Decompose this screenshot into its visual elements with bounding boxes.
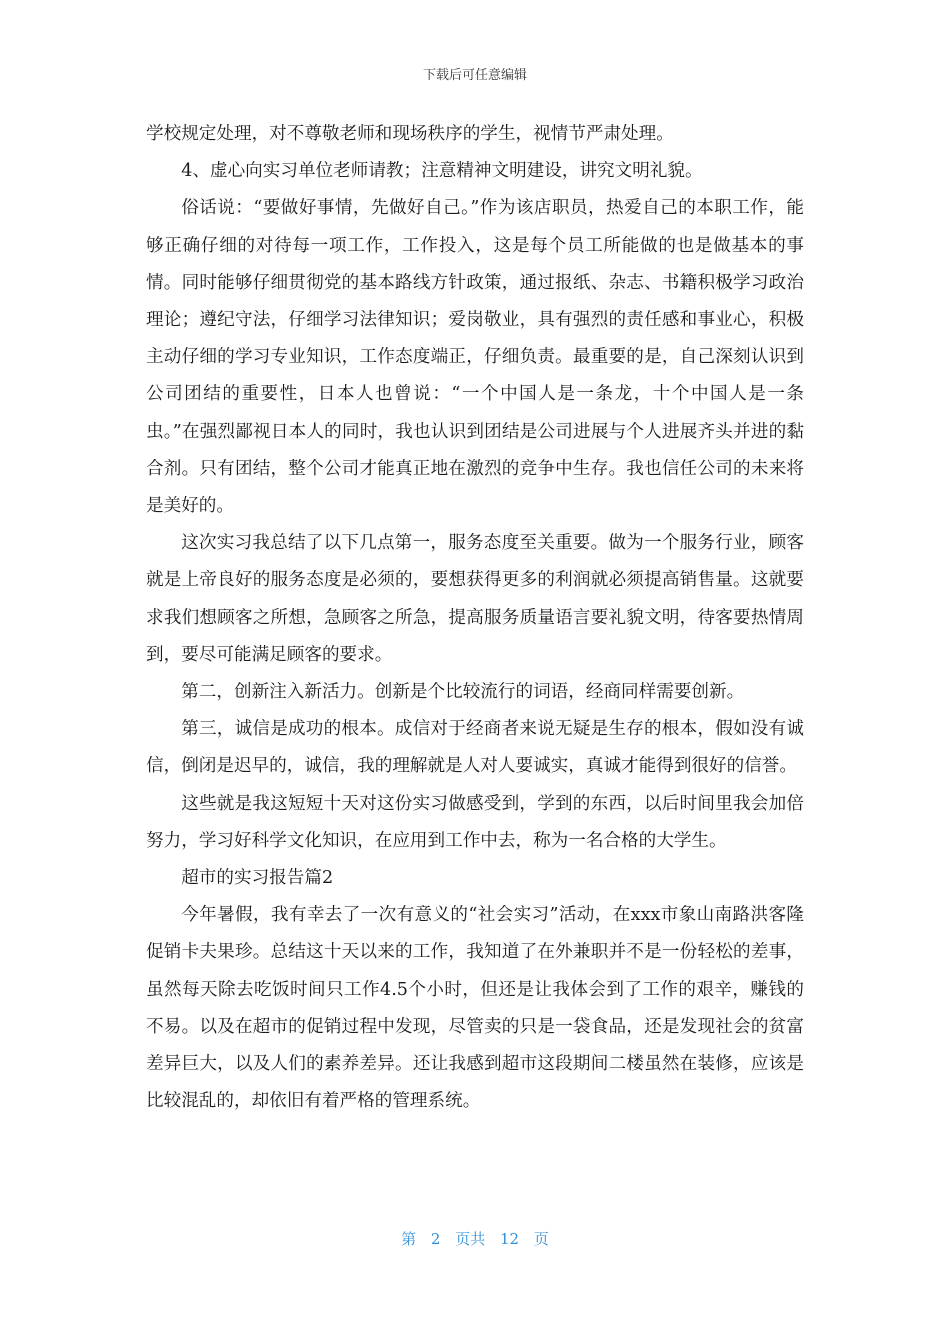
paragraph: 这些就是我这短短十天对这份实习做感受到，学到的东西，以后时间里我会加倍努力，学习好科学文化知识，在应用到工作中去，称为一名合格的大学生。 <box>146 793 804 851</box>
document-body <box>146 116 804 1120</box>
paragraph: 第二，创新注入新活力。创新是个比较流行的词语，经商同样需要创新。 <box>181 682 745 703</box>
paragraph: 今年暑假，我有幸去了一次有意义的“社会实习”活动，在xxx市象山南路洪客隆促销卡夫果珍。总结这十天以来的工作，我知道了在外兼职并不是一份轻松的差事，虽然每天除去吃饭时间只工作4.5个小时，但还是让我体会到了工作的艰辛，赚钱的不易。以及在超市的促销过程中发现，尽管卖的只是一袋食品，还是发现社会的贫富差异巨大，以及人们的素养差异。还让我感到超市这段期间二楼虽然在装修，应该是比较混乱的，却依旧有着严格的管理系统。 <box>146 905 804 1112</box>
total-pages: 12 <box>500 1230 520 1248</box>
paragraph: 这次实习我总结了以下几点第一，服务态度至关重要。做为一个服务行业，顾客就是上帝良好的服务态度是必须的，要想获得更多的利润就必须提高销售量。这就要求我们想顾客之所想，急顾客之所急，提高服务质量语言要礼貌文明，待客要热情周到，要尽可能满足顾客的要求。 <box>146 533 804 665</box>
footer-label-page: 第 <box>401 1230 417 1248</box>
page-header: 下载后可任意编辑 <box>422 68 527 83</box>
page-number: 2 <box>430 1230 441 1248</box>
page-footer <box>0 1228 950 1249</box>
paragraph: 学校规定处理，对不尊敬老师和现场秩序的学生，视情节严肃处理。 <box>146 124 674 144</box>
paragraph: 4、虚心向实习单位老师请教；注意精神文明建设，讲究文明礼貌。 <box>181 161 703 182</box>
section-heading: 超市的实习报告篇2 <box>181 868 334 889</box>
paragraph: 第三，诚信是成功的根本。成信对于经商者来说无疑是生存的根本，假如没有诚信，倒闭是迟早的，诚信，我的理解就是人对人要诚实，真诚才能得到很好的信誉。 <box>146 719 804 777</box>
paragraph: 俗话说：“要做好事情，先做好自己。”作为该店职员，热爱自己的本职工作，能够正确仔细的对待每一项工作，工作投入，这是每个员工所能做的也是做基本的事情。同时能够仔细贯彻党的基本路线方针政策，通过报纸、杂志、书籍积极学习政治理论；遵纪守法，仔细学习法律知识；爱岗敬业，具有强烈的责任感和事业心，积极主动仔细的学习专业知识，工作态度端正，仔细负责。最重要的是，自己深刻认识到公司团结的重要性，日本人也曾说：“一个中国人是一条龙，十个中国人是一条虫。”在强烈鄙视日本人的同时，我也认识到团结是公司进展与个人进展齐头并进的黏合剂。只有团结，整个公司才能真正地在激烈的竞争中生存。我也信任公司的未来将是美好的。 <box>146 198 804 517</box>
footer-label-of: 页共 <box>455 1230 486 1248</box>
footer-label-pages: 页 <box>533 1230 549 1248</box>
